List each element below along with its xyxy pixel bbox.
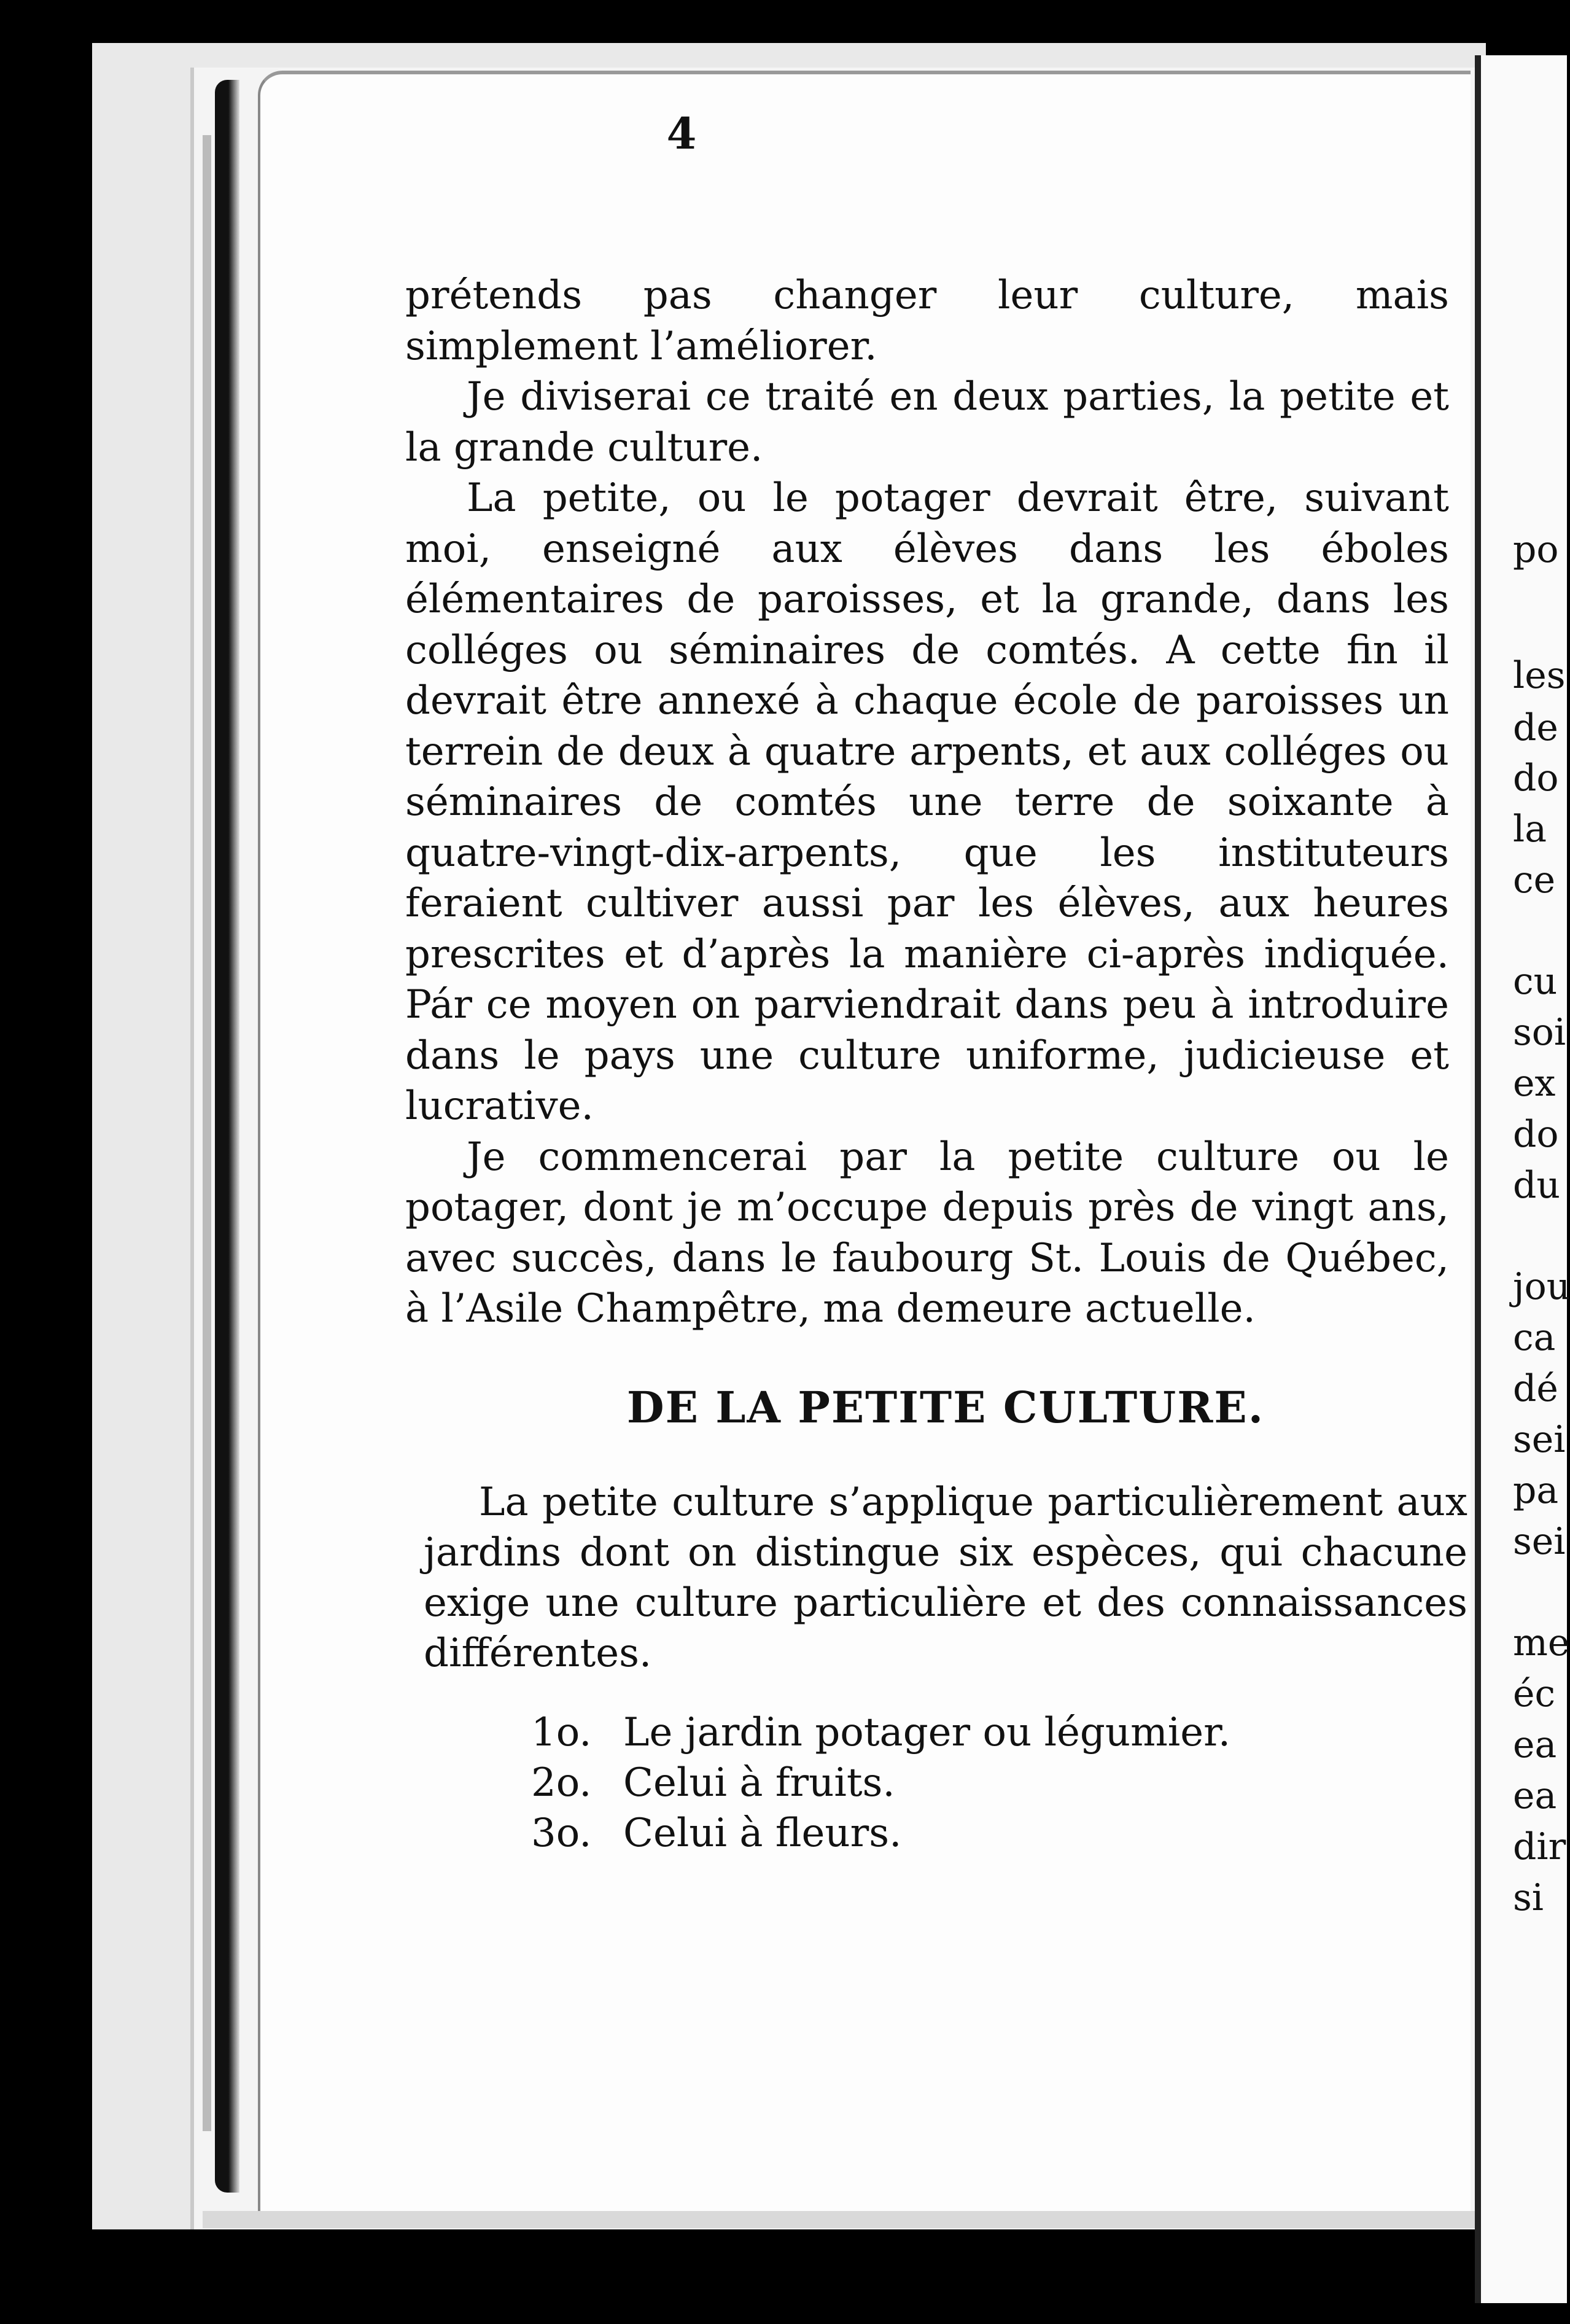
list-text: Celui à fleurs.	[623, 1811, 902, 1856]
next-page-fragment: ce	[1513, 859, 1556, 902]
paragraph-2: Je diviserai ce traité en deux parties, la petite et la grande culture.	[405, 374, 1449, 470]
next-page-fragment: ea	[1513, 1774, 1557, 1817]
next-page-fragment: ca	[1513, 1316, 1556, 1359]
list-text: Celui à fruits.	[623, 1760, 895, 1806]
next-page-fragment: la	[1513, 808, 1547, 851]
page-number: 4	[666, 108, 697, 159]
next-page-fragment: ea	[1513, 1723, 1557, 1766]
section-heading: DE LA PETITE CULTURE.	[626, 1382, 1265, 1433]
body-text	[405, 270, 1449, 1335]
next-page-fragment: me	[1513, 1621, 1570, 1664]
next-page-fragment: dé	[1513, 1367, 1558, 1410]
next-page-fragment: de	[1513, 706, 1558, 749]
page-stack-edge	[203, 135, 211, 2131]
list-number: 1o.	[531, 1710, 592, 1755]
next-page-edge	[1475, 55, 1570, 2303]
section-text	[424, 1477, 1467, 1679]
next-page-fragment: do	[1513, 1113, 1559, 1156]
paragraph-1: prétends pas changer leur culture, mais simplement l’améliorer.	[405, 273, 1449, 369]
paragraph-4: Je commencerai par la petite culture ou le potager, dont je m’occupe depuis près de vingt ans, avec succès, dans le faubourg St. Louis de Québec, à l’Asile Champêtre, ma demeure actuelle.	[405, 1134, 1449, 1332]
page-bottom-edge	[203, 2211, 1486, 2228]
book-spine	[215, 80, 239, 2193]
next-page-fragment: sei	[1513, 1520, 1566, 1563]
next-page-fragment: cu	[1513, 960, 1558, 1003]
list-item	[531, 1758, 1230, 1808]
next-page-fragment: si	[1513, 1876, 1544, 1919]
next-page-fragment: éc	[1513, 1672, 1556, 1715]
list-text: Le jardin potager ou légumier.	[623, 1710, 1231, 1755]
list-item	[531, 1707, 1230, 1758]
next-page-fragment: sei	[1513, 1418, 1566, 1461]
next-page-fragment: jou	[1513, 1265, 1570, 1308]
list-number: 2o.	[531, 1760, 592, 1806]
next-page-fragment: pa	[1513, 1469, 1559, 1512]
next-page-fragment: du	[1513, 1164, 1561, 1207]
next-page-fragment: dir	[1513, 1825, 1566, 1868]
next-page-fragment: les	[1513, 654, 1566, 697]
next-page-fragment: soi	[1513, 1011, 1566, 1054]
paragraph-3: La petite, ou le potager devrait être, suivant moi, enseigné aux élèves dans les éboles élémentaires de paroisses, et la grande, dans les colléges ou séminaires de comtés. A cette fin il devrait être annexé à chaque école de paroisses un terrein de deux à quatre arpents, et aux colléges ou séminaires de comtés une terre de soixante à quatre-vingt-dix-arpents, que les instituteurs feraient cultiver aussi par les élèves, aux heures prescrites et d’après la manière ci-après indiquée. Pár ce moyen on parviendrait dans peu à introduire dans le pays une culture uniforme, judicieuse et lucrative.	[405, 475, 1449, 1129]
next-page-fragment: do	[1513, 757, 1559, 800]
list-number: 3o.	[531, 1811, 592, 1856]
garden-types-list	[531, 1707, 1230, 1858]
list-item	[531, 1808, 1230, 1858]
next-page-fragment: ex	[1513, 1062, 1556, 1105]
next-page-fragment: po	[1513, 528, 1559, 571]
section-paragraph: La petite culture s’applique particulièrement aux jardins dont on distingue six espèces, qui chacune exige une culture particulière et des connaissances différentes.	[424, 1480, 1467, 1676]
